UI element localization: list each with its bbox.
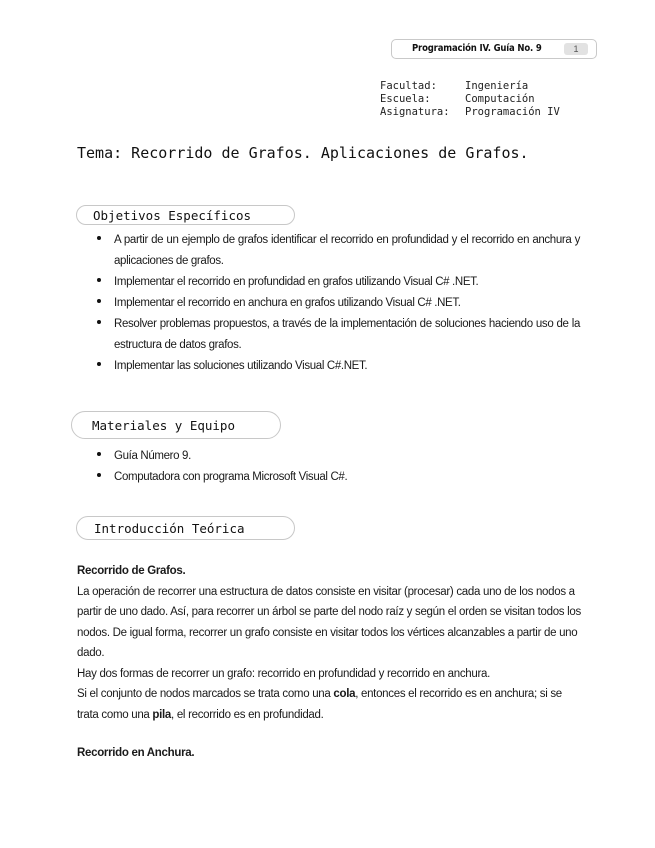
course-info: [380, 80, 560, 119]
meta-value: Computación: [465, 93, 535, 105]
header-title: Programación IV. Guía No. 9: [412, 43, 542, 54]
introduccion-heading-label: Introducción Teórica: [94, 521, 245, 536]
keyword-pila: pila: [152, 708, 172, 721]
objetivos-heading-label: Objetivos Específicos: [93, 208, 252, 223]
materiales-heading: [71, 411, 281, 439]
paragraph: Hay dos formas de recorrer un grafo: recorrido en profundidad y recorrido en anchura.: [77, 667, 491, 680]
paragraph: [77, 684, 582, 725]
meta-label: Escuela:: [380, 93, 431, 105]
objetivos-heading: [76, 205, 295, 225]
meta-value: Programación IV: [465, 106, 560, 118]
list-item: Computadora con programa Microsoft Visual C#.: [77, 467, 580, 488]
meta-row-escuela: [380, 93, 560, 106]
meta-value: Ingeniería: [465, 80, 529, 92]
meta-label: Asignatura:: [380, 106, 450, 118]
list-item: Implementar el recorrido en anchura en grafos utilizando Visual C# .NET.: [77, 293, 580, 314]
materiales-heading-label: Materiales y Equipo: [92, 418, 235, 433]
introduccion-heading: [76, 516, 295, 540]
paragraph: La operación de recorrer una estructura de datos consiste en visitar (procesar) cada uno de los nodos a partir de uno dado. Así, para recorrer un árbol se parte del nodo raíz y según el orden se visitan todos los nodos. De igual forma, recorrer un grafo consiste en visitar todos los vértices alcanzables a partir de uno dado.: [77, 585, 581, 659]
materiales-list: [77, 446, 580, 488]
list-item: Resolver problemas propuestos, a través de la implementación de soluciones haciendo uso de la estructura de datos grafos.: [77, 314, 580, 356]
meta-label: Facultad:: [380, 80, 437, 92]
keyword-cola: cola: [333, 688, 356, 700]
list-item: Guía Número 9.: [77, 446, 580, 467]
meta-row-asignatura: [380, 106, 560, 119]
intro-section: [77, 561, 582, 725]
list-item: A partir de un ejemplo de grafos identificar el recorrido en profundidad y el recorrido en anchura y aplicaciones de grafos.: [77, 230, 580, 272]
objetivos-list: [77, 230, 580, 377]
text-run: , entonces el recorrido es en anchura; si se trata como una: [77, 688, 562, 721]
list-item: Implementar las soluciones utilizando Visual C#.NET.: [77, 356, 580, 377]
topic-title: Tema: Recorrido de Grafos. Aplicaciones de Grafos.: [77, 144, 529, 162]
text-run: , el recorrido es en profundidad.: [171, 708, 324, 721]
section-subheading: Recorrido de Grafos.: [77, 565, 186, 577]
meta-row-facultad: [380, 80, 560, 93]
page-number: 1: [564, 43, 588, 55]
list-item: Implementar el recorrido en profundidad en grafos utilizando Visual C# .NET.: [77, 272, 580, 293]
page-header: [391, 39, 597, 59]
text-run: Si el conjunto de nodos marcados se trata como una: [77, 688, 334, 700]
section-subheading-anchura: Recorrido en Anchura.: [77, 747, 195, 759]
